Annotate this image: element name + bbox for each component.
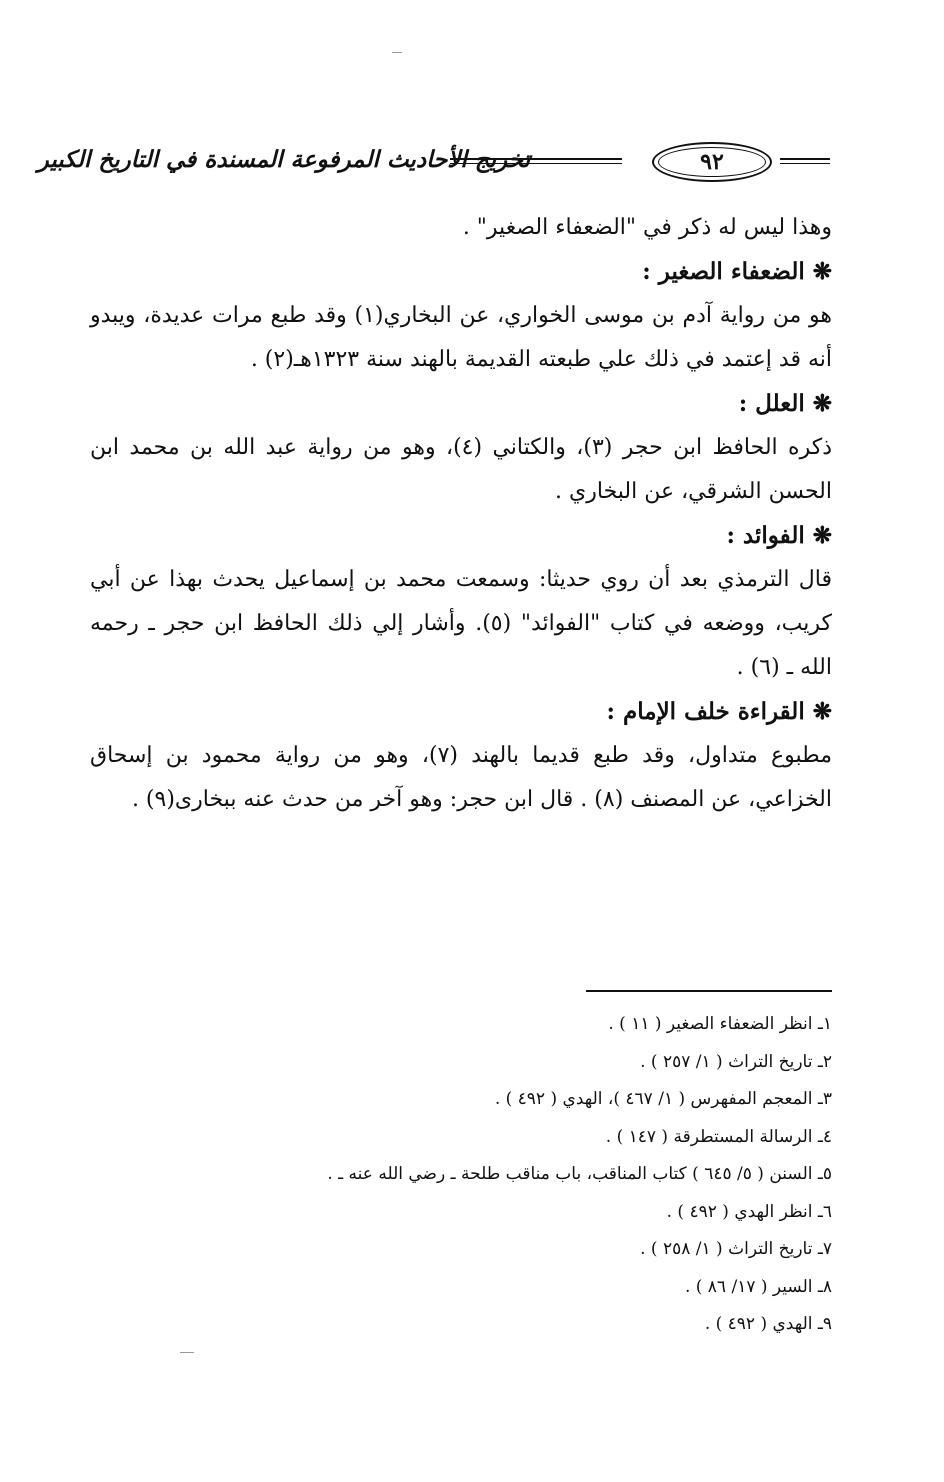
footnote: ٢ـ تاريخ التراث ( ١/ ٢٥٧ ) . xyxy=(640,1051,832,1072)
page-number-frame xyxy=(652,142,772,182)
main-text xyxy=(90,206,832,822)
section-heading: ❋ الفوائد : xyxy=(726,522,832,549)
footnote: ٩ـ الهدي ( ٤٩٢ ) . xyxy=(704,1314,832,1334)
paragraph: قال الترمذي بعد أن روي حديثا: وسمعت محمد بن إسماعيل يحدث بهذا عن أبي كريب، ووضعه في كتاب "الفوائد" (٥). وأشار إلي ذلك الحافظ ابن حجر ـ رحمه الله ـ (٦) . xyxy=(90,567,833,680)
footnote-separator xyxy=(586,990,832,992)
footnote: ٨ـ السير ( ١٧/ ٨٦ ) . xyxy=(684,1276,832,1297)
header-rule xyxy=(780,158,830,160)
footnote: ٧ـ تاريخ التراث ( ١/ ٢٥٨ ) . xyxy=(640,1239,832,1259)
page-number: ٩٢ xyxy=(700,149,724,175)
paragraph: هو من رواية آدم بن موسى الخواري، عن البخاري(١) وقد طبع مرات عديدة، ويبدو أنه قد إعتمد في ذلك علي طبعته القديمة بالهند سنة ١٣٢٣هـ(٢) . xyxy=(90,303,833,372)
scan-speck xyxy=(392,52,402,53)
footnotes xyxy=(132,1006,832,1344)
header-rule xyxy=(450,158,622,160)
footnote: ٤ـ الرسالة المستطرقة ( ١٤٧ ) . xyxy=(605,1126,832,1147)
footnote: ٥ـ السنن ( ٥/ ٦٤٥ ) كتاب المناقب، باب مناقب طلحة ـ رضي الله عنه ـ . xyxy=(327,1164,832,1184)
footnote: ١ـ انظر الضعفاء الصغير ( ١١ ) . xyxy=(608,1014,832,1034)
footnote: ٣ـ المعجم المفهرس ( ١/ ٤٦٧ )، الهدي ( ٤٩٢ ) . xyxy=(494,1089,832,1109)
scan-speck xyxy=(180,1352,194,1353)
running-title: تخريج الأحاديث المرفوعة المسندة في التاريخ الكبير xyxy=(37,146,530,173)
section-heading: ❋ القراءة خلف الإمام : xyxy=(606,698,832,725)
header-rule xyxy=(450,163,622,164)
paragraph: وهذا ليس له ذكر في "الضعفاء الصغير" . xyxy=(462,215,832,240)
paragraph: مطبوع متداول، وقد طبع قديما بالهند (٧)، وهو من رواية محمود بن إسحاق الخزاعي، عن المصنف (٨) . قال ابن حجر: وهو آخر من حدث عنه ببخارى(٩) . xyxy=(90,743,832,812)
footnote: ٦ـ انظر الهدي ( ٤٩٢ ) . xyxy=(666,1201,832,1222)
section-heading: ❋ العلل : xyxy=(738,390,832,417)
header-rule xyxy=(780,163,830,164)
paragraph: ذكره الحافظ ابن حجر (٣)، والكتاني (٤)، وهو من رواية عبد الله بن محمد ابن الحسن الشرقي، عن البخاري . xyxy=(90,435,832,504)
section-heading: ❋ الضعفاء الصغير : xyxy=(642,258,832,285)
running-header xyxy=(37,136,830,192)
